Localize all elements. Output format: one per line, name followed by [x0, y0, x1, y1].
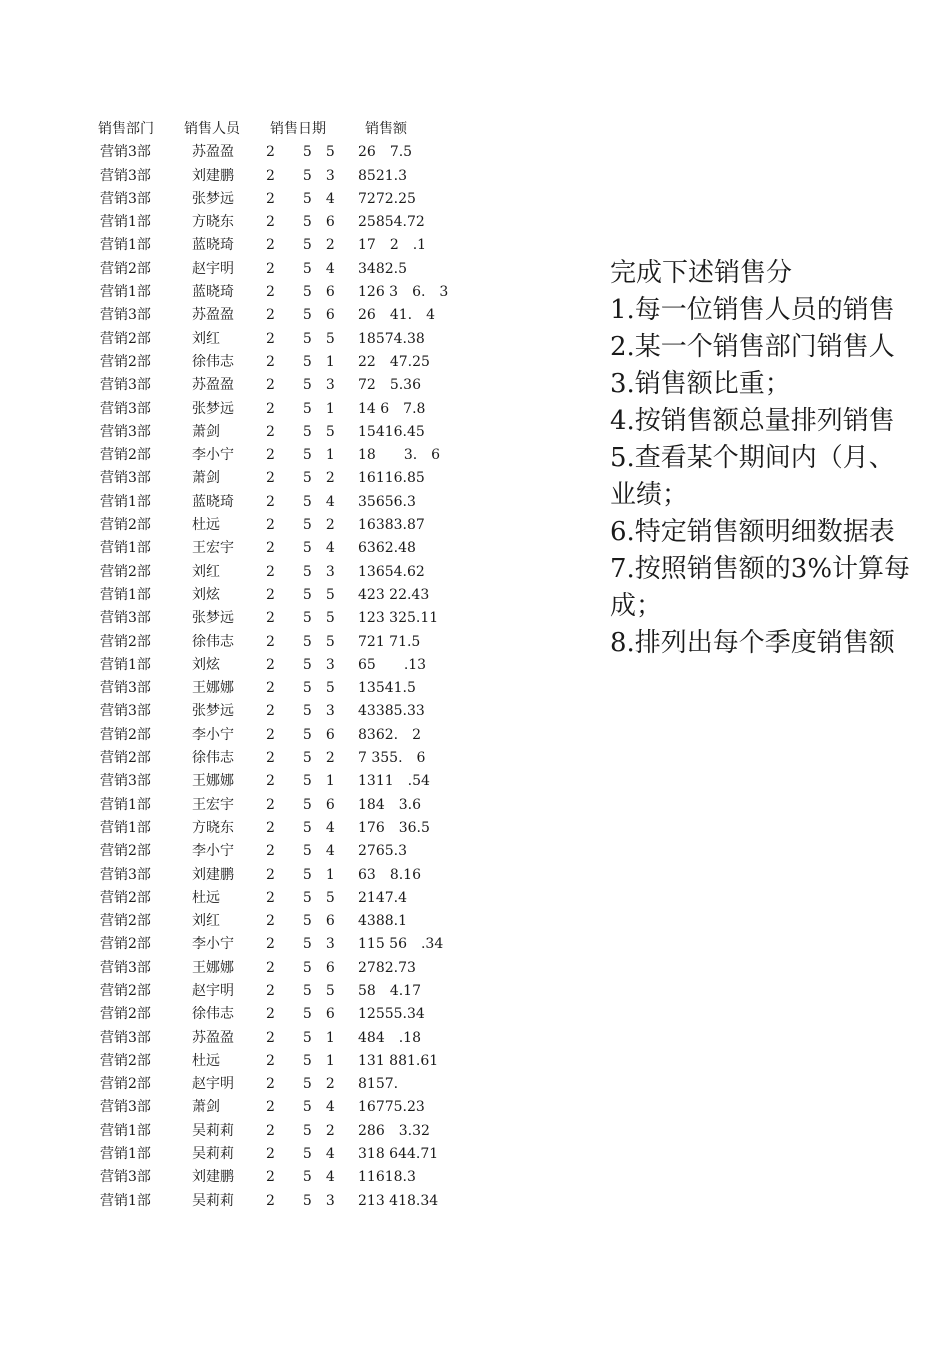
sale-amount-cell: 8521.3 — [358, 167, 407, 184]
sale-date-cell: 2 5 4 — [266, 819, 335, 836]
salesperson-cell: 刘炫 — [192, 586, 220, 603]
sale-amount-cell: 3482.5 — [358, 260, 407, 277]
salesperson-cell: 徐伟志 — [192, 1006, 234, 1023]
department-cell: 营销3部 — [100, 190, 151, 207]
salesperson-cell: 刘红 — [192, 563, 220, 580]
salesperson-cell: 徐伟志 — [192, 353, 234, 370]
salesperson-cell: 吴莉莉 — [192, 1146, 234, 1163]
salesperson-cell: 蓝晓琦 — [192, 237, 234, 254]
salesperson-cell: 杜远 — [192, 517, 220, 534]
task-line: 6.特定销售额明细数据表 — [610, 517, 895, 547]
department-cell: 营销3部 — [100, 1099, 151, 1116]
sale-date-cell: 2 5 5 — [266, 330, 335, 347]
salesperson-cell: 赵宇明 — [192, 982, 234, 999]
sale-amount-cell: 26 41. 4 — [358, 307, 435, 324]
department-cell: 营销3部 — [100, 680, 151, 697]
sale-date-cell: 2 5 5 — [266, 610, 335, 627]
sale-date-cell: 2 5 5 — [266, 680, 335, 697]
salesperson-cell: 张梦远 — [192, 400, 234, 417]
sale-amount-cell: 7272.25 — [358, 190, 416, 207]
department-cell: 营销2部 — [100, 633, 151, 650]
department-cell: 营销1部 — [100, 284, 151, 301]
department-cell: 营销2部 — [100, 330, 151, 347]
department-cell: 营销1部 — [100, 540, 151, 557]
sale-date-cell: 2 5 2 — [266, 1122, 335, 1139]
sale-date-cell: 2 5 4 — [266, 493, 335, 510]
salesperson-cell: 王娜娜 — [192, 959, 234, 976]
department-cell: 营销1部 — [100, 493, 151, 510]
department-cell: 营销3部 — [100, 167, 151, 184]
sale-date-cell: 2 5 6 — [266, 284, 335, 301]
salesperson-cell: 吴莉莉 — [192, 1122, 234, 1139]
sale-amount-cell: 26 7.5 — [358, 144, 413, 161]
department-cell: 营销3部 — [100, 773, 151, 790]
sale-amount-cell: 131 881.61 — [358, 1052, 439, 1069]
sale-amount-cell: 123 325.11 — [358, 610, 439, 627]
department-cell: 营销3部 — [100, 377, 151, 394]
salesperson-cell: 苏盈盈 — [192, 1029, 234, 1046]
salesperson-cell: 赵宇明 — [192, 1076, 234, 1093]
salesperson-cell: 王宏宇 — [192, 540, 234, 557]
sale-amount-cell: 22 47.25 — [358, 353, 430, 370]
sale-date-cell: 2 5 1 — [266, 400, 335, 417]
department-cell: 营销2部 — [100, 889, 151, 906]
sale-date-cell: 2 5 5 — [266, 982, 335, 999]
sale-amount-cell: 15416.45 — [358, 423, 425, 440]
sale-amount-cell: 6362.48 — [358, 540, 416, 557]
sale-amount-cell: 16116.85 — [358, 470, 425, 487]
task-line: 完成下述销售分 — [610, 258, 793, 288]
sale-amount-cell: 126 3 6. 3 — [358, 284, 449, 301]
salesperson-cell: 徐伟志 — [192, 750, 234, 767]
sale-date-cell: 2 5 2 — [266, 517, 335, 534]
department-cell: 营销1部 — [100, 819, 151, 836]
salesperson-cell: 李小宁 — [192, 936, 234, 953]
department-cell: 营销3部 — [100, 470, 151, 487]
sale-amount-cell: 16383.87 — [358, 517, 425, 534]
sale-date-cell: 2 5 6 — [266, 913, 335, 930]
sale-date-cell: 2 5 2 — [266, 470, 335, 487]
sale-amount-cell: 318 644.71 — [358, 1146, 439, 1163]
department-cell: 营销2部 — [100, 750, 151, 767]
department-cell: 营销2部 — [100, 517, 151, 534]
salesperson-cell: 李小宁 — [192, 843, 234, 860]
salesperson-cell: 张梦远 — [192, 703, 234, 720]
sale-amount-cell: 423 22.43 — [358, 586, 430, 603]
department-cell: 营销2部 — [100, 1006, 151, 1023]
sale-amount-cell: 13541.5 — [358, 680, 416, 697]
sale-date-cell: 2 5 2 — [266, 750, 335, 767]
department-cell: 营销2部 — [100, 447, 151, 464]
department-cell: 营销2部 — [100, 982, 151, 999]
salesperson-cell: 吴莉莉 — [192, 1192, 234, 1209]
sale-date-cell: 2 5 3 — [266, 656, 335, 673]
salesperson-cell: 徐伟志 — [192, 633, 234, 650]
sale-date-cell: 2 5 3 — [266, 167, 335, 184]
sale-amount-cell: 11618.3 — [358, 1169, 416, 1186]
sale-amount-cell: 17 2 .1 — [358, 237, 427, 254]
sale-date-cell: 2 5 6 — [266, 214, 335, 231]
salesperson-cell: 刘红 — [192, 913, 220, 930]
salesperson-cell: 萧剑 — [192, 423, 220, 440]
salesperson-cell: 王娜娜 — [192, 680, 234, 697]
header-department: 销售部门 — [98, 121, 154, 137]
header-sale-amount: 销售额 — [365, 121, 407, 137]
sale-amount-cell: 65 .13 — [358, 656, 427, 673]
sale-date-cell: 2 5 3 — [266, 1192, 335, 1209]
department-cell: 营销3部 — [100, 144, 151, 161]
sale-date-cell: 2 5 5 — [266, 633, 335, 650]
department-cell: 营销2部 — [100, 353, 151, 370]
task-line: 7.按照销售额的3%计算每 — [610, 554, 911, 584]
sale-amount-cell: 8157. — [358, 1076, 399, 1093]
department-cell: 营销2部 — [100, 843, 151, 860]
sale-amount-cell: 43385.33 — [358, 703, 425, 720]
department-cell: 营销1部 — [100, 796, 151, 813]
sale-amount-cell: 176 36.5 — [358, 819, 430, 836]
sale-date-cell: 2 5 5 — [266, 586, 335, 603]
sale-date-cell: 2 5 5 — [266, 144, 335, 161]
sale-amount-cell: 213 418.34 — [358, 1192, 439, 1209]
sale-date-cell: 2 5 4 — [266, 190, 335, 207]
sale-date-cell: 2 5 4 — [266, 260, 335, 277]
task-line: 8.排列出每个季度销售额 — [610, 628, 895, 658]
sale-date-cell: 2 5 4 — [266, 1099, 335, 1116]
department-cell: 营销1部 — [100, 214, 151, 231]
sale-amount-cell: 4388.1 — [358, 913, 407, 930]
department-cell: 营销1部 — [100, 586, 151, 603]
salesperson-cell: 方晓东 — [192, 214, 234, 231]
sale-amount-cell: 58 4.17 — [358, 982, 421, 999]
sale-date-cell: 2 5 1 — [266, 353, 335, 370]
department-cell: 营销2部 — [100, 260, 151, 277]
department-cell: 营销2部 — [100, 913, 151, 930]
salesperson-cell: 方晓东 — [192, 819, 234, 836]
department-cell: 营销3部 — [100, 1029, 151, 1046]
salesperson-cell: 刘建鹏 — [192, 167, 234, 184]
task-line: 1.每一位销售人员的销售 — [610, 295, 895, 325]
sale-date-cell: 2 5 1 — [266, 447, 335, 464]
sale-amount-cell: 7 355. 6 — [358, 750, 426, 767]
sale-amount-cell: 721 71.5 — [358, 633, 421, 650]
department-cell: 营销3部 — [100, 610, 151, 627]
salesperson-cell: 苏盈盈 — [192, 144, 234, 161]
task-line: 成； — [610, 591, 663, 621]
sale-date-cell: 2 5 1 — [266, 1029, 335, 1046]
department-cell: 营销1部 — [100, 237, 151, 254]
sale-date-cell: 2 5 1 — [266, 1052, 335, 1069]
salesperson-cell: 苏盈盈 — [192, 307, 234, 324]
sale-date-cell: 2 5 3 — [266, 377, 335, 394]
sale-amount-cell: 286 3.32 — [358, 1122, 430, 1139]
department-cell: 营销1部 — [100, 1146, 151, 1163]
sale-amount-cell: 1311 .54 — [358, 773, 430, 790]
sale-date-cell: 2 5 4 — [266, 1169, 335, 1186]
salesperson-cell: 杜远 — [192, 1052, 220, 1069]
sale-date-cell: 2 5 1 — [266, 773, 335, 790]
sale-date-cell: 2 5 4 — [266, 540, 335, 557]
department-cell: 营销2部 — [100, 563, 151, 580]
department-cell: 营销3部 — [100, 307, 151, 324]
salesperson-cell: 赵宇明 — [192, 260, 234, 277]
salesperson-cell: 李小宁 — [192, 447, 234, 464]
salesperson-cell: 王娜娜 — [192, 773, 234, 790]
task-line: 2.某一个销售部门销售人 — [610, 332, 895, 362]
department-cell: 营销2部 — [100, 1076, 151, 1093]
sale-date-cell: 2 5 4 — [266, 1146, 335, 1163]
salesperson-cell: 王宏宇 — [192, 796, 234, 813]
sale-date-cell: 2 5 5 — [266, 423, 335, 440]
salesperson-cell: 李小宁 — [192, 726, 234, 743]
department-cell: 营销1部 — [100, 1122, 151, 1139]
sale-date-cell: 2 5 3 — [266, 563, 335, 580]
sale-amount-cell: 63 8.16 — [358, 866, 421, 883]
department-cell: 营销2部 — [100, 936, 151, 953]
sale-amount-cell: 2782.73 — [358, 959, 416, 976]
department-cell: 营销2部 — [100, 726, 151, 743]
sale-date-cell: 2 5 3 — [266, 703, 335, 720]
sale-date-cell: 2 5 6 — [266, 796, 335, 813]
sale-amount-cell: 2147.4 — [358, 889, 407, 906]
sale-amount-cell: 484 .18 — [358, 1029, 421, 1046]
salesperson-cell: 刘建鹏 — [192, 866, 234, 883]
salesperson-cell: 蓝晓琦 — [192, 493, 234, 510]
header-salesperson: 销售人员 — [184, 121, 240, 137]
sale-date-cell: 2 5 6 — [266, 726, 335, 743]
salesperson-cell: 萧剑 — [192, 1099, 220, 1116]
department-cell: 营销3部 — [100, 703, 151, 720]
sale-amount-cell: 72 5.36 — [358, 377, 421, 394]
sale-date-cell: 2 5 3 — [266, 936, 335, 953]
sale-date-cell: 2 5 1 — [266, 866, 335, 883]
sale-amount-cell: 12555.34 — [358, 1006, 425, 1023]
salesperson-cell: 刘红 — [192, 330, 220, 347]
sale-date-cell: 2 5 5 — [266, 889, 335, 906]
sale-amount-cell: 184 3.6 — [358, 796, 421, 813]
sale-date-cell: 2 5 6 — [266, 307, 335, 324]
salesperson-cell: 蓝晓琦 — [192, 284, 234, 301]
task-line: 业绩； — [610, 480, 689, 510]
sale-amount-cell: 35656.3 — [358, 493, 416, 510]
salesperson-cell: 刘建鹏 — [192, 1169, 234, 1186]
task-line: 5.查看某个期间内（月、 — [610, 443, 895, 473]
sale-amount-cell: 25854.72 — [358, 214, 425, 231]
salesperson-cell: 张梦远 — [192, 190, 234, 207]
department-cell: 营销3部 — [100, 1169, 151, 1186]
sale-amount-cell: 13654.62 — [358, 563, 425, 580]
sale-amount-cell: 8362. 2 — [358, 726, 421, 743]
sale-amount-cell: 16775.23 — [358, 1099, 425, 1116]
sale-amount-cell: 2765.3 — [358, 843, 407, 860]
salesperson-cell: 萧剑 — [192, 470, 220, 487]
department-cell: 营销3部 — [100, 866, 151, 883]
department-cell: 营销1部 — [100, 656, 151, 673]
sale-amount-cell: 115 56 .34 — [358, 936, 444, 953]
salesperson-cell: 苏盈盈 — [192, 377, 234, 394]
sale-date-cell: 2 5 4 — [266, 843, 335, 860]
department-cell: 营销3部 — [100, 959, 151, 976]
sale-date-cell: 2 5 2 — [266, 1076, 335, 1093]
department-cell: 营销3部 — [100, 400, 151, 417]
header-sale-date: 销售日期 — [270, 121, 326, 137]
sale-amount-cell: 18 3. 6 — [358, 447, 441, 464]
salesperson-cell: 张梦远 — [192, 610, 234, 627]
sale-date-cell: 2 5 6 — [266, 959, 335, 976]
task-list — [610, 255, 950, 662]
department-cell: 营销2部 — [100, 1052, 151, 1069]
salesperson-cell: 杜远 — [192, 889, 220, 906]
task-line: 4.按销售额总量排列销售 — [610, 406, 895, 436]
department-cell: 营销3部 — [100, 423, 151, 440]
sale-amount-cell: 18574.38 — [358, 330, 425, 347]
department-cell: 营销1部 — [100, 1192, 151, 1209]
salesperson-cell: 刘炫 — [192, 656, 220, 673]
sale-date-cell: 2 5 6 — [266, 1006, 335, 1023]
task-line: 3.销售额比重； — [610, 369, 791, 399]
sale-amount-cell: 14 6 7.8 — [358, 400, 426, 417]
sale-date-cell: 2 5 2 — [266, 237, 335, 254]
